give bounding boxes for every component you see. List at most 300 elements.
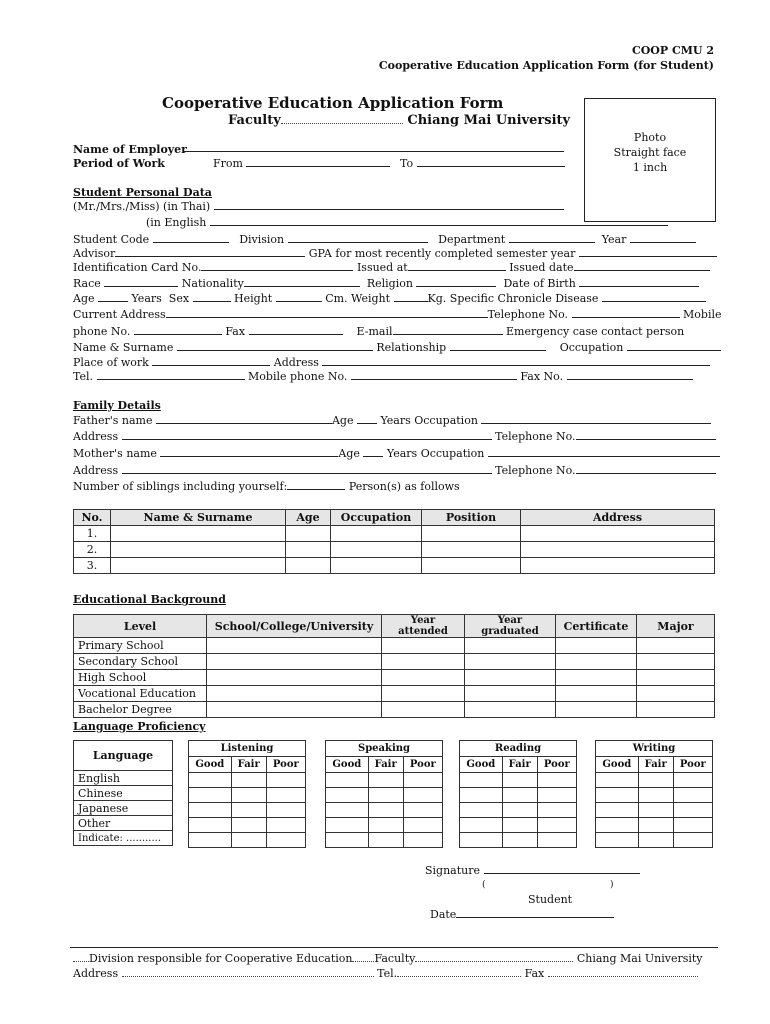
- education-heading: Educational Background: [73, 593, 226, 606]
- faculty-row: [228, 113, 570, 128]
- weight-field[interactable]: [394, 292, 428, 302]
- telephone-label: Telephone No.: [487, 308, 569, 321]
- cell[interactable]: [460, 788, 503, 803]
- level-label: Primary School: [74, 638, 207, 654]
- cell[interactable]: [266, 818, 305, 833]
- cell[interactable]: [556, 654, 637, 670]
- cell[interactable]: [637, 686, 715, 702]
- footer-fax-field[interactable]: [548, 967, 698, 977]
- race-label: Race: [73, 277, 101, 290]
- relationship-field[interactable]: [450, 341, 546, 351]
- level-label: Bachelor Degree: [74, 702, 207, 718]
- cell[interactable]: [596, 788, 639, 803]
- fax-no-label: Fax No.: [520, 370, 564, 383]
- cell[interactable]: [465, 670, 556, 686]
- cell[interactable]: [521, 542, 715, 558]
- cell[interactable]: [403, 833, 442, 848]
- cell[interactable]: [286, 526, 331, 542]
- family-heading: Family Details: [73, 399, 161, 412]
- id-card-label: Identification Card No.: [73, 261, 202, 274]
- cell[interactable]: [331, 526, 422, 542]
- cell[interactable]: [231, 818, 266, 833]
- father-label: Father's name: [73, 414, 153, 427]
- nationality-field[interactable]: [244, 277, 360, 287]
- fair-header: Fair: [231, 757, 266, 773]
- fax-field[interactable]: [249, 325, 343, 335]
- col-no: No.: [74, 510, 111, 526]
- fax-label: Fax: [225, 325, 246, 338]
- footer-row2: [73, 967, 698, 980]
- col-school: School/College/University: [207, 615, 382, 638]
- cell[interactable]: [673, 788, 712, 803]
- dob-label: Date of Birth: [503, 277, 576, 290]
- student-code-label: Student Code: [73, 233, 150, 246]
- date-row: [430, 908, 614, 921]
- row-father-address: [73, 430, 716, 443]
- mobile-phone-field[interactable]: [351, 370, 517, 380]
- employer-name-label: Name of Employer: [73, 143, 187, 156]
- cell[interactable]: [231, 788, 266, 803]
- cell[interactable]: [537, 773, 576, 788]
- footer-fax-label: Fax: [524, 967, 545, 980]
- telephone-field[interactable]: [572, 308, 680, 318]
- cell[interactable]: [556, 670, 637, 686]
- name-thai-label: (Mr./Mrs./Miss) (in Thai): [73, 200, 211, 213]
- footer-address-field[interactable]: [122, 967, 374, 977]
- photo-line2: Straight face: [613, 146, 687, 159]
- cell[interactable]: [368, 773, 403, 788]
- mother-address-label: Address: [73, 464, 119, 477]
- phone-field[interactable]: [134, 325, 222, 335]
- cell[interactable]: [637, 670, 715, 686]
- work-address-label: Address: [273, 356, 319, 369]
- issued-date-label: Issued date: [509, 261, 574, 274]
- faculty-field[interactable]: [281, 114, 403, 124]
- page-title: Cooperative Education Application Form: [162, 94, 504, 112]
- table-row: [74, 542, 715, 558]
- footer-divider: [70, 947, 718, 948]
- cell[interactable]: [596, 773, 639, 788]
- table-row: [74, 526, 715, 542]
- cell[interactable]: [326, 833, 369, 848]
- current-address-label: Current Address: [73, 308, 166, 321]
- language-col: Language: [74, 741, 173, 771]
- department-field[interactable]: [509, 233, 595, 243]
- poor-header: Poor: [266, 757, 305, 773]
- cell[interactable]: [537, 818, 576, 833]
- cell[interactable]: [331, 558, 422, 574]
- siblings-table: [73, 509, 715, 574]
- cell[interactable]: [502, 818, 537, 833]
- cell[interactable]: [382, 702, 465, 718]
- cell[interactable]: [111, 558, 286, 574]
- division-field[interactable]: [73, 952, 89, 962]
- col-address: Address: [521, 510, 715, 526]
- cell[interactable]: [266, 833, 305, 848]
- sex-label: Sex: [168, 292, 190, 305]
- footer-address-label: Address: [73, 967, 119, 980]
- good-header: Good: [596, 757, 639, 773]
- cell[interactable]: [326, 818, 369, 833]
- cell[interactable]: [207, 654, 382, 670]
- email-field[interactable]: [393, 325, 503, 335]
- col-occupation: Occupation: [331, 510, 422, 526]
- cell[interactable]: [189, 773, 232, 788]
- cell[interactable]: [266, 803, 305, 818]
- mother-age-label: Age: [338, 447, 360, 460]
- mother-label: Mother's name: [73, 447, 157, 460]
- to-label: To: [400, 157, 414, 170]
- tel-field[interactable]: [97, 370, 245, 380]
- language-other: Other: [74, 816, 173, 831]
- mother-occupation-label: Years Occupation: [386, 447, 485, 460]
- advisor-label: Advisor: [73, 247, 116, 260]
- row-age: [73, 292, 706, 305]
- gpa-field[interactable]: [579, 247, 717, 257]
- emergency-name-label: Name & Surname: [73, 341, 174, 354]
- cell[interactable]: [637, 654, 715, 670]
- col-level: Level: [74, 615, 207, 638]
- religion-field[interactable]: [416, 277, 496, 287]
- signature-label: Signature: [425, 864, 481, 877]
- writing-header: Writing: [596, 741, 713, 757]
- col-year-attended: Year attended: [382, 615, 465, 638]
- table-row: [74, 686, 715, 702]
- place-of-work-field[interactable]: [152, 356, 270, 366]
- work-address-field[interactable]: [322, 356, 710, 366]
- relationship-label: Relationship: [376, 341, 447, 354]
- name-english-label: (in English: [146, 216, 207, 229]
- col-certificate: Certificate: [556, 615, 637, 638]
- footer-tel-field[interactable]: [397, 967, 521, 977]
- issued-at-field[interactable]: [408, 261, 506, 271]
- good-header: Good: [460, 757, 503, 773]
- cell[interactable]: [189, 818, 232, 833]
- mobile-label: Mobile: [683, 308, 722, 321]
- year-field[interactable]: [630, 233, 696, 243]
- father-age-label: Age: [331, 414, 354, 427]
- language-name-table: [73, 740, 173, 846]
- height-label: Height: [234, 292, 273, 305]
- cell[interactable]: [422, 558, 521, 574]
- signature-field[interactable]: [484, 864, 640, 874]
- father-address-field[interactable]: [122, 430, 492, 440]
- good-header: Good: [326, 757, 369, 773]
- row-mother-address: [73, 464, 716, 477]
- name-thai-field[interactable]: [214, 200, 564, 210]
- cell[interactable]: [111, 526, 286, 542]
- email-label: E-mail: [356, 325, 393, 338]
- cell[interactable]: [207, 670, 382, 686]
- cell[interactable]: [673, 833, 712, 848]
- row-emergency-name: [73, 341, 721, 354]
- emergency-label: Emergency case contact person: [506, 325, 685, 338]
- col-year-graduated: Year graduated: [465, 615, 556, 638]
- cell[interactable]: [638, 788, 673, 803]
- from-label: From: [213, 157, 243, 170]
- cell[interactable]: [422, 526, 521, 542]
- col-position: Position: [422, 510, 521, 526]
- fair-header: Fair: [368, 757, 403, 773]
- cell[interactable]: [465, 654, 556, 670]
- cell[interactable]: [537, 833, 576, 848]
- row-race: [73, 277, 699, 290]
- disease-field[interactable]: [602, 292, 706, 302]
- emergency-occupation-label: Occupation: [559, 341, 624, 354]
- cell[interactable]: [111, 542, 286, 558]
- level-label: Vocational Education: [74, 686, 207, 702]
- mother-telephone-field[interactable]: [576, 464, 716, 474]
- cell[interactable]: [502, 788, 537, 803]
- date-label: Date: [430, 908, 457, 921]
- cell[interactable]: [422, 542, 521, 558]
- cell[interactable]: [521, 558, 715, 574]
- reading-header: Reading: [460, 741, 577, 757]
- good-header: Good: [189, 757, 232, 773]
- cell[interactable]: [638, 818, 673, 833]
- cell[interactable]: [368, 833, 403, 848]
- fair-header: Fair: [638, 757, 673, 773]
- speaking-table: [325, 740, 443, 848]
- cell[interactable]: [465, 686, 556, 702]
- cell[interactable]: [465, 702, 556, 718]
- emergency-occupation-field[interactable]: [627, 341, 721, 351]
- height-field[interactable]: [276, 292, 322, 302]
- photo-box: [584, 98, 716, 222]
- cell[interactable]: [596, 803, 639, 818]
- age-label: Age: [73, 292, 95, 305]
- cell[interactable]: [331, 542, 422, 558]
- cell[interactable]: [286, 542, 331, 558]
- cell[interactable]: [189, 833, 232, 848]
- cell[interactable]: [596, 833, 639, 848]
- period-label: Period of Work: [73, 157, 165, 170]
- cell[interactable]: [189, 803, 232, 818]
- year-label: Year: [601, 233, 627, 246]
- father-telephone-label: Telephone No.: [495, 430, 576, 443]
- cell[interactable]: [502, 833, 537, 848]
- language-english: English: [74, 771, 173, 786]
- row-place-of-work: [73, 356, 710, 369]
- language-japanese: Japanese: [74, 801, 173, 816]
- persons-label: Person(s) as follows: [348, 480, 460, 493]
- to-field[interactable]: [417, 157, 565, 167]
- cell[interactable]: [460, 818, 503, 833]
- cell[interactable]: [231, 803, 266, 818]
- university-name: Chiang Mai University: [407, 113, 571, 128]
- photo-line3: 1 inch: [632, 161, 668, 174]
- row-student-code: [73, 233, 696, 246]
- col-name: Name & Surname: [111, 510, 286, 526]
- cell[interactable]: [521, 526, 715, 542]
- name-english-field[interactable]: [210, 216, 668, 226]
- cell[interactable]: [637, 702, 715, 718]
- cell[interactable]: [673, 818, 712, 833]
- signature-row: [425, 864, 640, 877]
- row-mother: [73, 447, 720, 460]
- footer-university: Chiang Mai University: [576, 952, 703, 965]
- cell[interactable]: [403, 788, 442, 803]
- row-siblings: [73, 480, 460, 493]
- cell[interactable]: [207, 702, 382, 718]
- emergency-name-field[interactable]: [177, 341, 373, 351]
- reading-table: [459, 740, 577, 848]
- listening-table: [188, 740, 306, 848]
- tel-label: Tel.: [73, 370, 94, 383]
- cell[interactable]: [537, 788, 576, 803]
- siblings-label: Number of siblings including yourself:: [73, 480, 288, 493]
- cell[interactable]: [596, 818, 639, 833]
- cell[interactable]: [326, 788, 369, 803]
- cell[interactable]: [673, 773, 712, 788]
- date-field[interactable]: [456, 908, 614, 918]
- father-occupation-field[interactable]: [481, 414, 711, 424]
- col-major: Major: [637, 615, 715, 638]
- row-father: [73, 414, 711, 427]
- cell[interactable]: [326, 773, 369, 788]
- cell[interactable]: [638, 773, 673, 788]
- id-card-field[interactable]: [201, 261, 353, 271]
- poor-header: Poor: [403, 757, 442, 773]
- mother-address-field[interactable]: [122, 464, 492, 474]
- cell[interactable]: [502, 773, 537, 788]
- footer-faculty-label: Faculty: [374, 952, 416, 965]
- cell[interactable]: [266, 773, 305, 788]
- gpa-label: GPA for most recently completed semester year: [308, 247, 576, 260]
- row-number: 3.: [74, 558, 111, 574]
- division-field[interactable]: [288, 233, 428, 243]
- father-address-label: Address: [73, 430, 119, 443]
- table-row: [74, 638, 715, 654]
- cell[interactable]: [537, 803, 576, 818]
- nationality-label: Nationality: [181, 277, 244, 290]
- issued-at-label: Issued at: [356, 261, 408, 274]
- faculty-label: Faculty: [228, 113, 281, 128]
- cell[interactable]: [382, 638, 465, 654]
- cell[interactable]: [556, 638, 637, 654]
- table-row: [74, 670, 715, 686]
- signature-close-paren: ): [610, 880, 614, 890]
- cell[interactable]: [556, 702, 637, 718]
- language-indicate: Indicate: ...........: [74, 831, 173, 846]
- cell[interactable]: [382, 686, 465, 702]
- from-field[interactable]: [246, 157, 390, 167]
- cell[interactable]: [638, 833, 673, 848]
- religion-label: Religion: [366, 277, 413, 290]
- writing-table: [595, 740, 713, 848]
- level-label: Secondary School: [74, 654, 207, 670]
- phone-label: phone No.: [73, 325, 131, 338]
- cell[interactable]: [368, 818, 403, 833]
- fax-no-field[interactable]: [567, 370, 693, 380]
- race-field[interactable]: [104, 277, 178, 287]
- employer-name-field[interactable]: [184, 142, 564, 152]
- mother-field[interactable]: [160, 447, 338, 457]
- father-occupation-label: Years Occupation: [380, 414, 478, 427]
- row-number: 2.: [74, 542, 111, 558]
- age-field[interactable]: [98, 292, 128, 302]
- form-code: COOP CMU 2: [631, 44, 714, 57]
- listening-header: Listening: [189, 741, 306, 757]
- col-age: Age: [286, 510, 331, 526]
- cell[interactable]: [326, 803, 369, 818]
- cell[interactable]: [673, 803, 712, 818]
- cell[interactable]: [556, 686, 637, 702]
- sex-field[interactable]: [193, 292, 231, 302]
- table-row: [74, 558, 715, 574]
- row-current-address: [73, 308, 722, 321]
- cell[interactable]: [403, 803, 442, 818]
- division-fill[interactable]: [352, 952, 374, 962]
- cell[interactable]: [460, 803, 503, 818]
- mobile-phone-label: Mobile phone No.: [248, 370, 348, 383]
- student-label: Student: [528, 893, 573, 906]
- footer-tel-label: Tel.: [377, 967, 398, 980]
- table-row: [74, 702, 715, 718]
- father-age-field[interactable]: [357, 414, 377, 424]
- division-label: Division: [239, 233, 285, 246]
- division-label: Division responsible for Cooperative Education: [89, 952, 353, 965]
- cell[interactable]: [207, 686, 382, 702]
- years-label: Years: [131, 292, 162, 305]
- cell[interactable]: [231, 833, 266, 848]
- cell[interactable]: [637, 638, 715, 654]
- father-telephone-field[interactable]: [576, 430, 716, 440]
- cell[interactable]: [403, 773, 442, 788]
- signature-open-paren: (: [482, 880, 486, 890]
- cell[interactable]: [266, 788, 305, 803]
- level-label: High School: [74, 670, 207, 686]
- footer-faculty-field[interactable]: [415, 952, 573, 962]
- issued-date-field[interactable]: [574, 261, 710, 271]
- language-heading: Language Proficiency: [73, 720, 206, 733]
- cell[interactable]: [403, 818, 442, 833]
- advisor-field[interactable]: [115, 247, 305, 257]
- cell[interactable]: [460, 773, 503, 788]
- cell[interactable]: [368, 803, 403, 818]
- photo-line1: Photo: [633, 131, 667, 144]
- siblings-field[interactable]: [287, 480, 345, 490]
- education-table: [73, 614, 715, 718]
- cell[interactable]: [286, 558, 331, 574]
- mother-telephone-label: Telephone No.: [495, 464, 576, 477]
- personal-heading: Student Personal Data: [73, 186, 212, 199]
- cell[interactable]: [368, 788, 403, 803]
- cell[interactable]: [207, 638, 382, 654]
- poor-header: Poor: [537, 757, 576, 773]
- cell[interactable]: [502, 803, 537, 818]
- current-address-field[interactable]: [166, 308, 488, 318]
- mother-age-field[interactable]: [363, 447, 383, 457]
- cell[interactable]: [382, 654, 465, 670]
- cell[interactable]: [638, 803, 673, 818]
- dob-field[interactable]: [579, 277, 699, 287]
- department-label: Department: [438, 233, 506, 246]
- poor-header: Poor: [673, 757, 712, 773]
- mother-occupation-field[interactable]: [488, 447, 720, 457]
- cell[interactable]: [465, 638, 556, 654]
- place-of-work-label: Place of work: [73, 356, 149, 369]
- cell[interactable]: [231, 773, 266, 788]
- table-row: [74, 654, 715, 670]
- father-field[interactable]: [156, 414, 332, 424]
- cell[interactable]: [460, 833, 503, 848]
- cell[interactable]: [382, 670, 465, 686]
- cell[interactable]: [189, 788, 232, 803]
- disease-label: Kg. Specific Chronicle Disease: [427, 292, 599, 305]
- language-chinese: Chinese: [74, 786, 173, 801]
- student-code-field[interactable]: [153, 233, 229, 243]
